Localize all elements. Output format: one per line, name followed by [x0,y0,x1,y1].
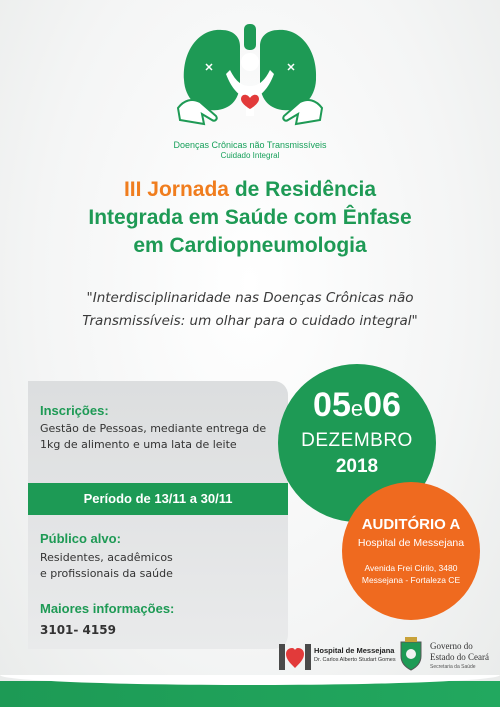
quote-line2: Transmissíveis: um olhar para o cuidado integral" [82,313,418,329]
inscricoes-text: Gestão de Pessoas, mediante entrega de 1kg de alimento e uma lata de leite [40,422,267,451]
headline-line1: de Residência [228,178,377,201]
event-theme-quote [40,287,460,333]
venue-address-line1: Avenida Frei Cirilo, 3480 [364,563,458,573]
event-days [278,386,436,428]
event-headline [0,176,500,260]
registration-period-banner: Período de 13/11 a 30/11 [28,483,288,515]
hospital-logo-icon [278,640,312,674]
venue-address-line2: Messejana - Fortaleza CE [361,575,461,585]
day-2: 06 [363,386,401,424]
contact-phone: 3101- 4159 [40,623,116,637]
publico-text-line1: Residentes, acadêmicos [40,551,173,564]
footer-bar [0,681,500,707]
mais-info-heading: Maiores informações: [40,601,175,616]
headline-line2: Integrada em Saúde com Ênfase [88,206,412,229]
venue-place: Hospital de Messejana [357,537,465,549]
gov-line1: Governo do [430,641,473,651]
venue-address [342,562,480,586]
inscricoes-heading: Inscrições: [40,403,109,418]
day-1: 05 [313,386,351,424]
event-month: DEZEMBRO [301,430,413,451]
headline-line3: em Cardiopneumologia [133,234,367,257]
quote-line1: "Interdisciplinaridade nas Doenças Crônicas não [86,290,414,306]
hospital-subtitle: Dr. Carlos Alberto Studart Gomes [314,657,396,663]
info-panel [28,381,288,649]
logo-title: Doenças Crônicas não Transmissíveis [173,140,327,150]
day-conjunction: e [350,396,364,421]
venue-circle [342,482,480,620]
venue-name: AUDITÓRIO A [361,516,461,533]
hospital-name: Hospital de Messejana [314,646,395,655]
publico-text-line2: e profissionais da saúde [40,567,173,580]
state-crest-icon [397,636,425,672]
lungs-heart-logo-icon [170,20,330,130]
gov-line3: Secretaria da Saúde [430,664,476,670]
publico-heading: Público alvo: [40,531,121,546]
headline-edition: III Jornada [123,178,229,201]
event-year: 2018 [335,456,379,477]
gov-line2: Estado do Ceará [430,652,489,662]
logo-subtitle: Cuidado Integral [220,151,280,160]
